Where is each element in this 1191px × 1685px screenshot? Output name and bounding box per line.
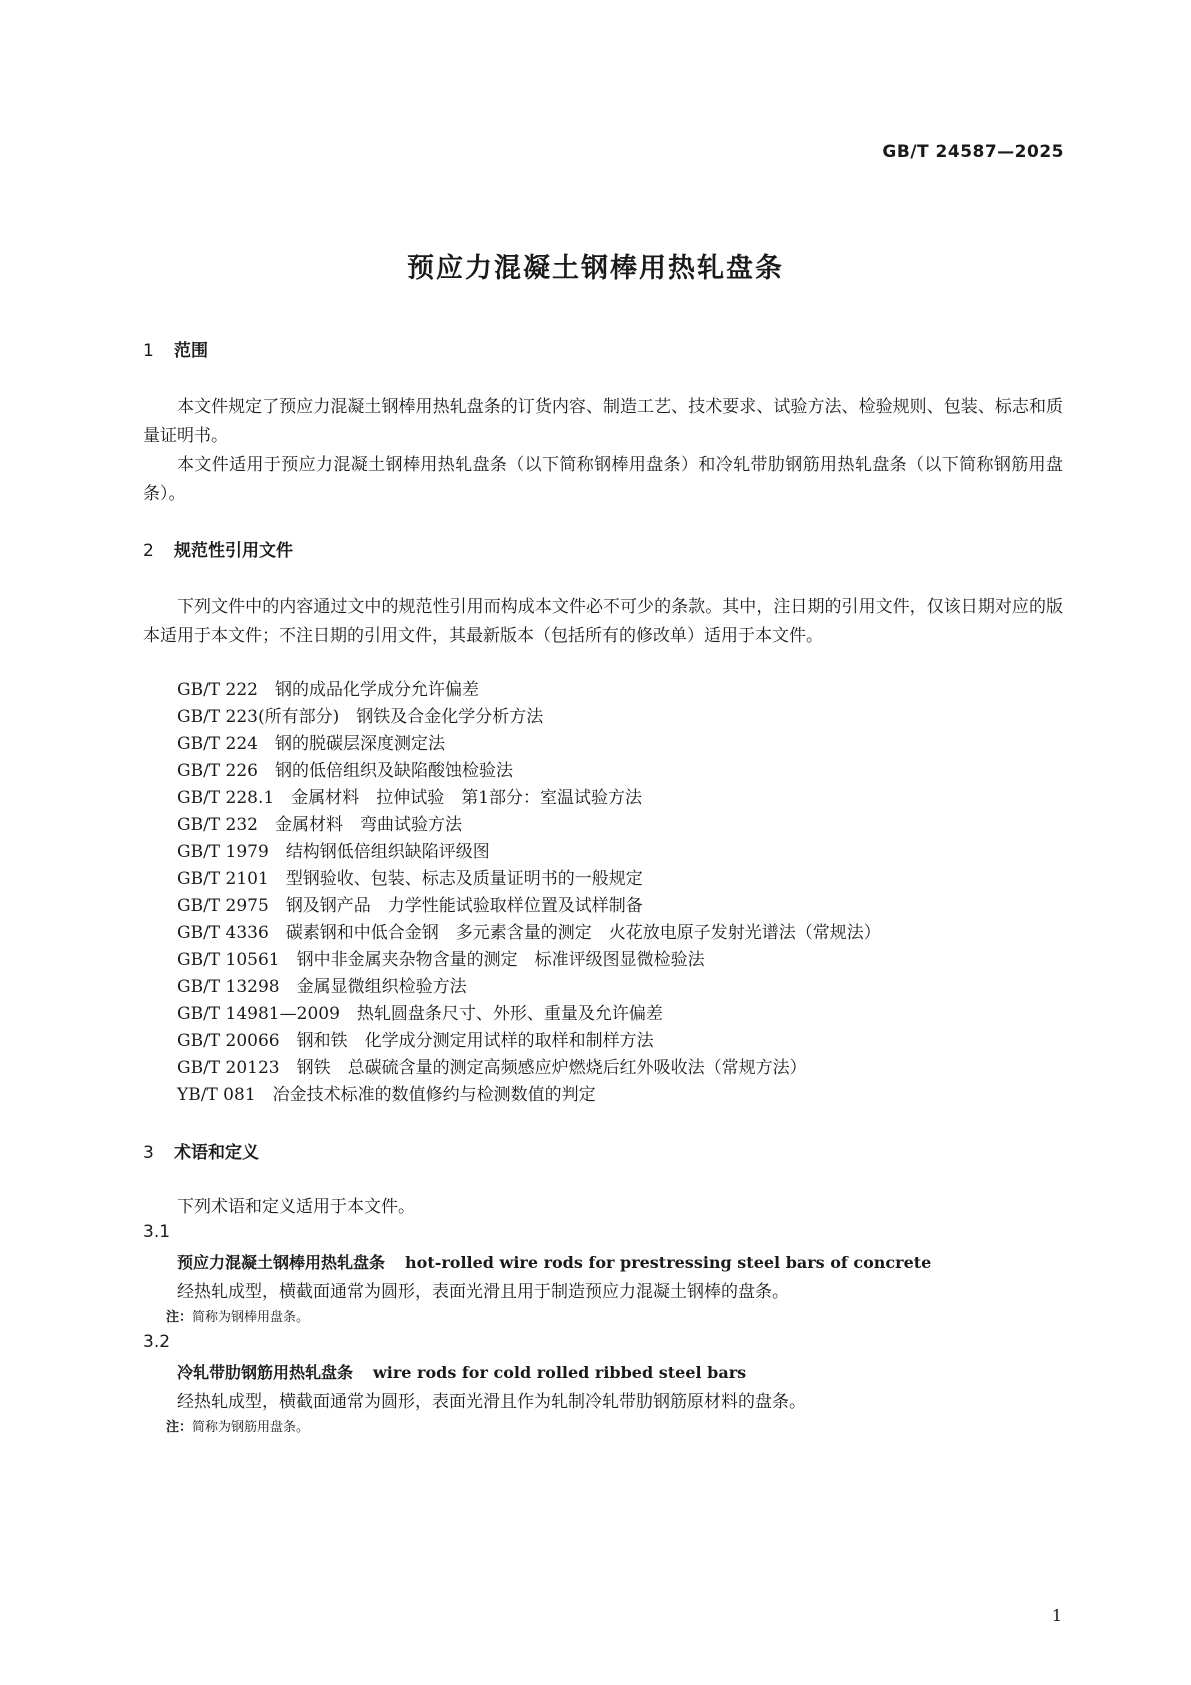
reference-title: 冶金技术标准的数值修约与检测数值的判定 (272, 1085, 596, 1105)
term-zh: 预应力混凝土钢棒用热轧盘条 (177, 1253, 386, 1272)
reference-code: YB/T 081 (177, 1085, 256, 1105)
reference-item (177, 972, 467, 997)
reference-item (177, 675, 479, 700)
note-text: 简称为钢棒用盘条。 (192, 1310, 310, 1325)
term-definition: 经热轧成型，横截面通常为圆形，表面光滑且作为轧制冷轧带肋钢筋原材料的盘条。 (177, 1392, 806, 1412)
section-heading-scope (143, 336, 208, 361)
term-number: 3.1 (143, 1222, 171, 1242)
term-heading (177, 1360, 746, 1383)
reference-code: GB/T 224 (177, 734, 258, 754)
reference-item (177, 729, 445, 754)
reference-title: 钢铁及合金化学分析方法 (356, 707, 544, 727)
reference-item (177, 945, 705, 970)
reference-item (177, 810, 462, 835)
page-number: 1 (1051, 1606, 1062, 1625)
reference-title: 型钢验收、包装、标志及质量证明书的一般规定 (285, 869, 643, 889)
reference-code: GB/T 13298 (177, 977, 280, 997)
terms-intro: 下列术语和定义适用于本文件。 (177, 1197, 415, 1217)
term-en: hot-rolled wire rods for prestressing steel bars of concrete (405, 1253, 932, 1272)
reference-item (177, 756, 513, 781)
reference-item (177, 702, 543, 727)
term-note (166, 1306, 309, 1325)
reference-title: 金属材料 弯曲试验方法 (275, 815, 462, 835)
section-number: 1 (143, 341, 154, 361)
reference-code: GB/T 1979 (177, 842, 269, 862)
reference-title: 钢的低倍组织及缺陷酸蚀检验法 (275, 761, 513, 781)
reference-code: GB/T 14981—2009 (177, 1004, 340, 1024)
reference-item (177, 837, 490, 862)
reference-title: 钢及钢产品 力学性能试验取样位置及试样制备 (285, 896, 643, 916)
note-text: 简称为钢筋用盘条。 (192, 1420, 310, 1435)
reference-code: GB/T 10561 (177, 950, 280, 970)
term-definition: 经热轧成型，横截面通常为圆形，表面光滑且用于制造预应力混凝土钢棒的盘条。 (177, 1282, 789, 1302)
reference-item (177, 783, 642, 808)
note-label: 注： (166, 1420, 193, 1435)
section-heading-terms (143, 1138, 259, 1163)
reference-code: GB/T 4336 (177, 923, 269, 943)
term-zh: 冷轧带肋钢筋用热轧盘条 (177, 1363, 354, 1382)
reference-title: 结构钢低倍组织缺陷评级图 (285, 842, 490, 862)
reference-code: GB/T 20066 (177, 1031, 280, 1051)
reference-title: 金属材料 拉伸试验 第1部分：室温试验方法 (291, 788, 643, 808)
reference-title: 热轧圆盘条尺寸、外形、重量及允许偏差 (356, 1004, 663, 1024)
reference-code: GB/T 222 (177, 680, 258, 700)
reference-code: GB/T 232 (177, 815, 258, 835)
reference-title: 钢的成品化学成分允许偏差 (275, 680, 479, 700)
reference-item (177, 864, 643, 889)
reference-code: GB/T 226 (177, 761, 258, 781)
section-number: 3 (143, 1143, 154, 1163)
references-intro: 下列文件中的内容通过文中的规范性引用而构成本文件必不可少的条款。其中，注日期的引用文件，仅该日期对应的版本适用于本文件；不注日期的引用文件，其最新版本（包括所有的修改单）适用于本文件。 (143, 597, 1063, 646)
document-title: 预应力混凝土钢棒用热轧盘条 (407, 253, 784, 284)
reference-item (177, 999, 663, 1024)
reference-item (177, 1053, 807, 1078)
term-note (166, 1416, 309, 1435)
note-label: 注： (166, 1310, 193, 1325)
reference-title: 钢的脱碳层深度测定法 (275, 734, 445, 754)
reference-item (177, 1026, 654, 1051)
reference-code: GB/T 2101 (177, 869, 269, 889)
section-title: 规范性引用文件 (174, 541, 293, 561)
term-number: 3.2 (143, 1332, 171, 1352)
section-title: 范围 (174, 341, 208, 361)
reference-code: GB/T 228.1 (177, 788, 275, 808)
section-number: 2 (143, 541, 154, 561)
reference-item (177, 918, 881, 943)
reference-title: 钢铁 总碳硫含量的测定高频感应炉燃烧后红外吸收法（常规方法） (296, 1058, 807, 1078)
reference-title: 钢和铁 化学成分测定用试样的取样和制样方法 (296, 1031, 654, 1051)
section-heading-references (143, 536, 293, 561)
reference-code: GB/T 20123 (177, 1058, 280, 1078)
reference-title: 钢中非金属夹杂物含量的测定 标准评级图显微检验法 (296, 950, 705, 970)
reference-title: 碳素钢和中低合金钢 多元素含量的测定 火花放电原子发射光谱法（常规法） (285, 923, 881, 943)
reference-code: GB/T 2975 (177, 896, 269, 916)
scope-paragraph-2: 本文件适用于预应力混凝土钢棒用热轧盘条（以下简称钢棒用盘条）和冷轧带肋钢筋用热轧盘条（以下简称钢筋用盘条）。 (143, 455, 1063, 504)
reference-code: GB/T 223(所有部分) (177, 707, 340, 727)
reference-title: 金属显微组织检验方法 (296, 977, 467, 997)
term-heading (177, 1250, 931, 1273)
standard-code: GB/T 24587—2025 (882, 142, 1064, 162)
section-title: 术语和定义 (174, 1143, 259, 1163)
scope-paragraph-1: 本文件规定了预应力混凝土钢棒用热轧盘条的订货内容、制造工艺、技术要求、试验方法、检验规则、包装、标志和质量证明书。 (143, 397, 1063, 446)
reference-item (177, 891, 643, 916)
reference-item (177, 1080, 596, 1105)
term-en: wire rods for cold rolled ribbed steel bars (373, 1363, 747, 1382)
